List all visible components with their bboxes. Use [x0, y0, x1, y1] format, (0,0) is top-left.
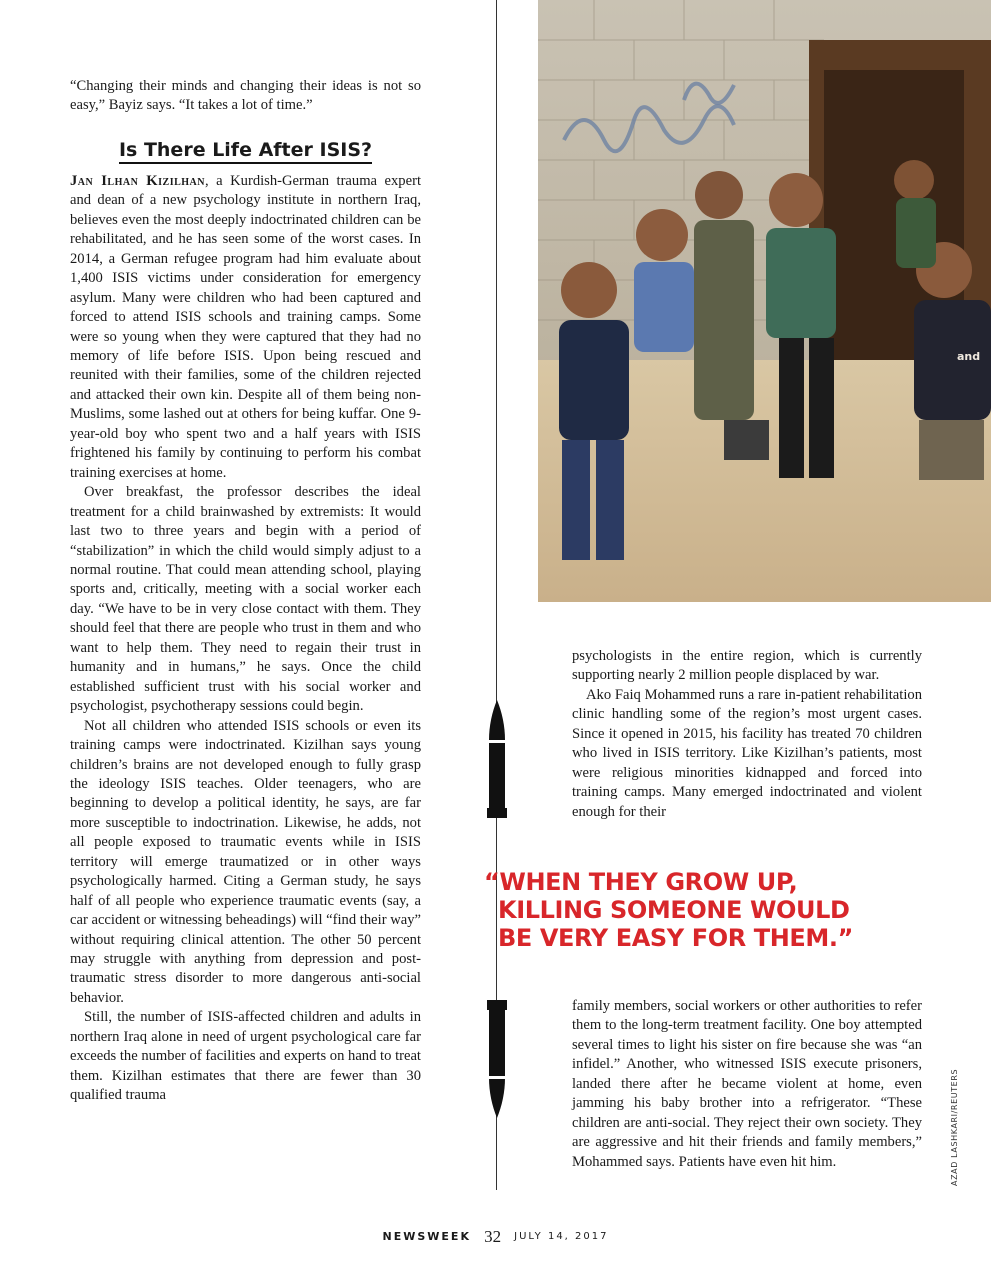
section-heading-text: Is There Life After ISIS? [119, 139, 372, 164]
body-paragraph: Still, the number of ISIS-affected children and adults in northern Iraq alone in need of urgent psychological care far exceeds the number of facilities and experts on hand to treat them. Kizilhan estimates that there are fewer than 30 qualified trauma [70, 1009, 421, 1104]
body-paragraph: Not all children who attended ISIS schools or even its training camps were indoctrinated. Kizilhan says young children’s brains are not developed enough to fully grasp the ideology ISIS teaches. Older teenagers, who are beginning to develop a political identity, he says, are far more susceptible to indoctrination. Likewise, he adds, not all people exposed to traumatic events while in ISIS territory will emerge traumatized or in other ways psychologically harmed. Citing a German study, he says half of all people who experience traumatic events (say, a car accident or witnessing beheadings) will “find their way” without requiring clinical attention. The other 50 percent may struggle with anything from depression and post-traumatic stress disorder to more dangerous anti-social behavior. [70, 717, 421, 1006]
right-column-bottom [572, 997, 922, 1172]
body-paragraph: family members, social workers or other authorities to refer them to the long-term treatment facility. One boy attempted several times to light his sister on fire because she was “an infidel.” Another, who witnessed ISIS execute prisoners, landed there after he became violent at home, even jamming his baby brother into a refrigerator. “These children are anti-social. They reject their own society. They are aggressive and hit their friends and family members,” Mohammed says. Patients have even hit him. [572, 998, 922, 1170]
page-footer [0, 1226, 991, 1247]
bullet-icon-inverted [486, 1000, 508, 1118]
lead-name: Jan Ilhan Kizilhan [70, 172, 206, 189]
photo-image [534, 0, 991, 608]
left-column [70, 77, 421, 1106]
photo [534, 0, 991, 608]
bullet-icon [486, 700, 508, 818]
body-paragraph: psychologists in the entire region, which is currently supporting nearly 2 million people displaced by war. [572, 648, 922, 684]
intro-quote: “Changing their minds and changing their ideas is not so easy,” Bayiz says. “It takes a lot of time.” [70, 78, 421, 114]
page-number: 32 [484, 1226, 502, 1246]
issue-date: JULY 14, 2017 [514, 1231, 609, 1242]
body-paragraph [70, 172, 421, 483]
body-paragraph: Over breakfast, the professor describes the ideal treatment for a child brainwashed by extremists: It would last two to three years and begin with a period of “stabilization” in which the child would simply adjust to a normal routine. That could mean attending school, playing sports and, critically, meeting with a social worker each day. “We have to be in very close contact with them. They should feel that there are people who trust in them and who want to help them. They need to regain their trust in humanity and in humans,” he says. Once the child established sufficient trust with his social worker and psychologist, psychotherapy sessions could begin. [70, 484, 421, 715]
magazine-name: NEWSWEEK [382, 1230, 471, 1243]
pull-quote [484, 868, 904, 952]
pull-quote-line: KILLING SOMEONE WOULD [498, 896, 850, 924]
photo-credit [950, 1068, 964, 1188]
pull-quote-line: “WHEN THEY GROW UP, [484, 868, 798, 896]
photo-credit-text: AZAD LASHKARI/REUTERS [950, 1068, 959, 1186]
shirt-text: and [957, 350, 981, 363]
paragraph-text: , a Kurdish-German trauma expert and dean of a new psychology institute in northern Iraq, believes even the most deeply indoctrinated children can be rehabilitated, and he has seen some of the worst cases. In 2014, a German refugee program had him evaluate about 1,400 ISIS victims under consideration for emergency asylum. Many were children who had been captured and forced to attend ISIS schools and training camps. Some were so young when they were captured that they had no memory of life before ISIS. Upon being rescued and reunited with their families, some of the children rejected and attacked their own kin. Despite all of them being non-Muslims, some lashed out at others for being kuffar. One 9-year-old boy who spent two and a half years with ISIS frightened his family by continuing to perform his combat training exercises at home. [70, 172, 421, 481]
child-figure [634, 209, 694, 352]
section-heading [70, 138, 421, 162]
pull-quote-line: BE VERY EASY FOR THEM.” [498, 924, 853, 952]
body-paragraph: Ako Faiq Mohammed runs a rare in-patient rehabilitation clinic handling some of the region’s most urgent cases. Since it opened in 2015, his facility has treated 70 children who lived in ISIS territory. Like Kizilhan’s patients, most were religious minorities kidnapped and forced into training camps. Many emerged indoctrinated and violent enough for their [572, 686, 922, 820]
right-column-top [572, 647, 922, 822]
